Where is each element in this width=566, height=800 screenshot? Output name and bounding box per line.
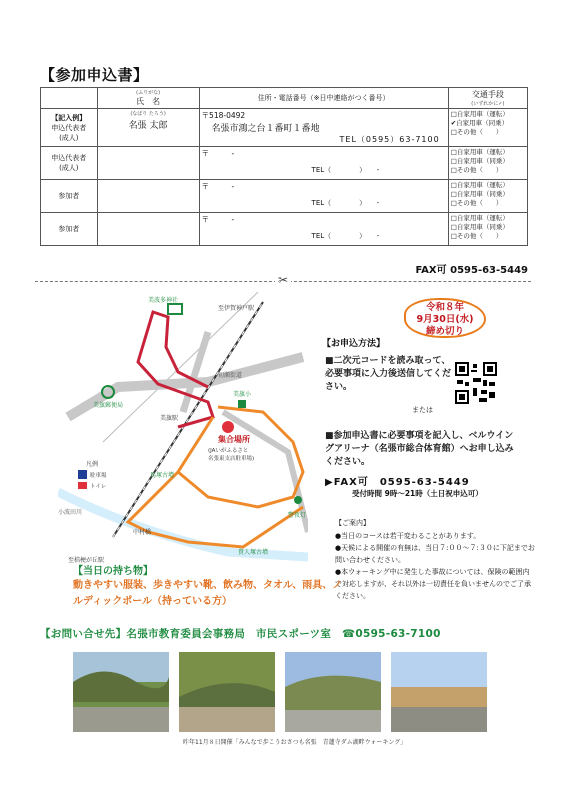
form-header-blank [41, 88, 98, 109]
qr-code-icon[interactable] [455, 362, 497, 404]
route-map [58, 292, 308, 582]
row-label-cell [41, 180, 98, 213]
address-field[interactable] [199, 213, 448, 246]
example-label-sub: 申込代表者 (成人) [51, 123, 87, 142]
header-transport-sub: (いずれかに✓) [471, 101, 505, 107]
light-icon [294, 496, 302, 504]
example-option-other: □その他（ ） [450, 128, 503, 136]
zip-field: 〒 - [201, 149, 235, 158]
option-drive-checkbox[interactable]: □自家用車（運転） [450, 181, 509, 189]
example-row [41, 109, 528, 147]
tel-field: TEL（ ） - [311, 232, 380, 240]
event-photo-3 [285, 652, 381, 732]
address-field[interactable] [199, 147, 448, 180]
belongings-title: 【当日の持ち物】 [73, 566, 153, 577]
form-row [41, 213, 528, 246]
form-row [41, 147, 528, 180]
example-option-ride: ✔自家用車（同乗） [450, 119, 509, 127]
toilet-icon [78, 482, 87, 489]
row-label: 参加者 [58, 192, 80, 200]
note-item: ●天候による開催の有無は、当日７:００～７:３０に下記までお問い合わせください。 [335, 544, 535, 564]
map-label-river: 小波田川 [58, 509, 83, 516]
shrine-icon [168, 304, 182, 314]
example-label: 【記入例】 [51, 113, 87, 122]
option-other-checkbox[interactable]: □その他（ ） [450, 166, 503, 174]
fax-number: FAX可 0595-63-5449 [415, 265, 528, 276]
map-label-tomb2: 貴人塚古墳 [238, 549, 269, 556]
example-name-cell [97, 109, 199, 147]
map-legend-title: 凡例 [86, 461, 99, 468]
event-photo-1 [73, 652, 169, 732]
map-label-shrine: 美波多神社 [148, 297, 179, 304]
photo-caption: 昨年11月８日開催「みんなで歩こうおさつも名張 青蓮寺ダム湖畔ウォーキング」 [183, 739, 407, 746]
example-address: 名張市鴻之台１番町１番地 [211, 124, 320, 134]
notes-title: 【ご案内】 [335, 519, 370, 527]
note-item: ●当日のコースは若干変わることがあります。 [335, 532, 481, 540]
zip-field: 〒 - [201, 182, 235, 191]
note-item: ●本ウォーキング中に発生した事故については、保険の範囲内で対応しますが、それ以外は一切責任を負いませんのでご了承ください。 [335, 568, 531, 600]
example-tel: TEL（0595）63-7100 [339, 135, 440, 144]
method-item-paper: ■参加申込書に必要事項を記入し、ベルウイングアリーナ（名張市総合体育館）へお申し込みください。 [325, 431, 514, 467]
form-header-address [199, 88, 448, 109]
belongings-text: 動きやすい服装、歩きやすい靴、飲み物、タオル、雨具、ノルディックポール（持っている方） [73, 580, 343, 607]
notes-list [335, 530, 535, 602]
deadline-year: 令和８年 [425, 302, 464, 313]
map-label-tomb1: 馬塚古墳 [150, 472, 175, 479]
parking-icon [78, 470, 87, 479]
method-item-qr: ■二次元コードを読み取って、必要事項に入力後送信してください。 [325, 356, 452, 392]
option-ride-checkbox[interactable]: □自家用車（同乗） [450, 223, 509, 231]
option-other-checkbox[interactable]: □その他（ ） [450, 199, 503, 207]
name-field[interactable] [97, 180, 199, 213]
method-fax: ▶FAX可 0595-63-5449 [325, 477, 470, 488]
row-label-cell [41, 147, 98, 180]
school-icon [238, 400, 246, 408]
option-drive-checkbox[interactable]: □自家用車（運転） [450, 148, 509, 156]
example-name-ruby: (なばり たろう) [130, 111, 166, 117]
meeting-point-marker [222, 421, 234, 433]
event-photo-2 [179, 652, 275, 732]
transport-field[interactable] [448, 213, 527, 246]
map-label-meeting-sub1: (JAいがふるさと [208, 448, 249, 454]
transport-field[interactable] [448, 147, 527, 180]
form-row [41, 180, 528, 213]
map-label-to-iga: 至伊賀神戸駅 [218, 305, 255, 312]
map-legend-toilet: トイレ [90, 484, 107, 490]
deadline-date: 9月30日(水) [416, 314, 474, 325]
map-label-meeting-sub2: 名張東支店駐車場) [208, 456, 255, 462]
option-ride-checkbox[interactable]: □自家用車（同乗） [450, 190, 509, 198]
application-form-table [40, 87, 528, 246]
deadline-badge [404, 298, 486, 338]
example-name: 名張 太郎 [128, 121, 168, 131]
row-label: 参加者 [58, 225, 80, 233]
map-label-to-kirigaoka: 至桔梗が丘駅 [68, 557, 105, 564]
map-legend-parking: 駐車場 [90, 473, 107, 479]
scissors-icon: ✂ [275, 273, 291, 287]
option-drive-checkbox[interactable]: □自家用車（運転） [450, 214, 509, 222]
option-other-checkbox[interactable]: □その他（ ） [450, 232, 503, 240]
method-hours: 受付時間 9時～21時（土日祝申込可） [352, 489, 483, 498]
example-label-cell [41, 109, 98, 147]
row-label: 申込代表者 (成人) [51, 154, 87, 172]
header-address: 住所・電話番号（※日中連絡がつく番号） [257, 94, 390, 102]
example-zip: 〒518-0492 [201, 111, 246, 120]
example-option-drive: □自家用車（運転） [450, 110, 509, 118]
deadline-label: 締め切り [425, 326, 464, 337]
option-ride-checkbox[interactable]: □自家用車（同乗） [450, 157, 509, 165]
form-header-name [97, 88, 199, 109]
form-title: 【参加申込書】 [40, 66, 149, 84]
map-label-station: 美旗駅 [160, 415, 179, 422]
header-name: 氏 名 [136, 97, 161, 106]
method-or: または [412, 406, 433, 414]
map-label-light: 警夜灯 [288, 512, 307, 519]
map-label-meeting: 集合場所 [218, 435, 250, 444]
name-field[interactable] [97, 147, 199, 180]
map-label-nakamura: 中村橋 [133, 529, 152, 536]
event-photo-4 [391, 652, 487, 732]
map-river [58, 492, 308, 557]
example-address-cell [199, 109, 448, 147]
map-label-school: 美旗小 [233, 391, 252, 398]
name-field[interactable] [97, 213, 199, 246]
example-transport-cell [448, 109, 527, 147]
method-title: 【お申込方法】 [322, 339, 386, 349]
contact-line: 【お問い合せ先】名張市教育委員会事務局 市民スポーツ室 ☎0595-63-7100 [40, 628, 441, 640]
transport-field[interactable] [448, 180, 527, 213]
header-name-ruby: (ふりがな) [136, 90, 161, 96]
map-label-post: 美旗郵便局 [93, 402, 124, 409]
row-label-cell [41, 213, 98, 246]
zip-field: 〒 - [201, 215, 235, 224]
header-transport: 交通手段 [471, 90, 504, 99]
map-route-red [138, 312, 213, 427]
tel-field: TEL（ ） - [311, 166, 380, 174]
form-header-transport [448, 88, 527, 109]
address-field[interactable] [199, 180, 448, 213]
map-label-street: 初瀬街道 [218, 372, 243, 379]
tel-field: TEL（ ） - [311, 199, 380, 207]
